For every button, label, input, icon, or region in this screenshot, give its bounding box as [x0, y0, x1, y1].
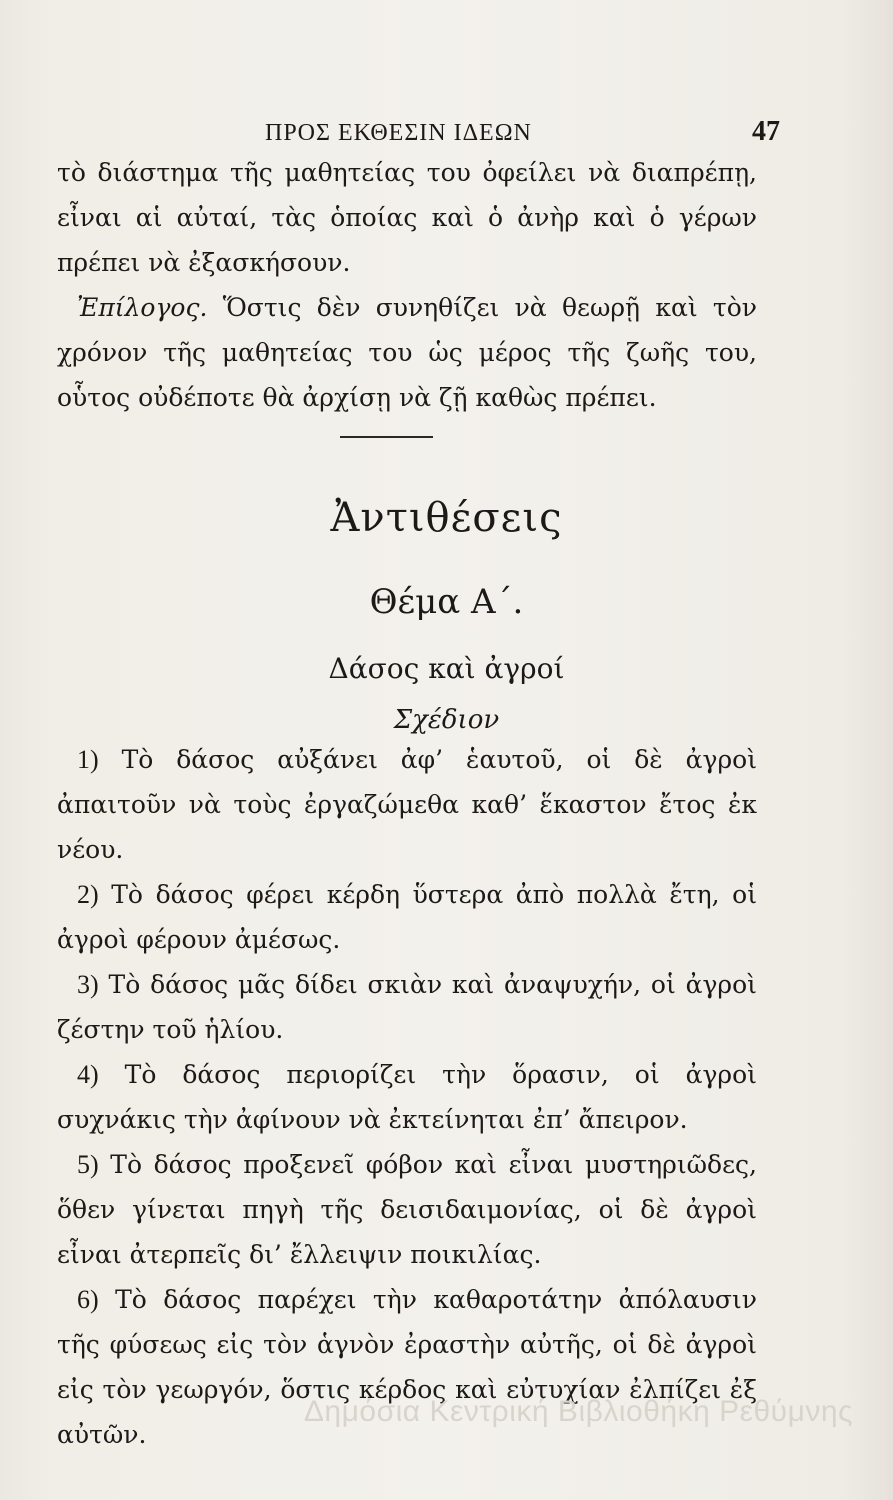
item-text: Τὸ δάσος αὐξάνει ἀφ’ ἑαυτοῦ, οἱ δὲ ἀγροὶ ἀπαιτοῦν νὰ τοὺς ἐργαζώμεθα καθ’ ἕκαστον ἔτος ἐκ νέου.: [57, 745, 757, 864]
item-text: Τὸ δάσος προξενεῖ φόβον καὶ εἶναι μυστηριῶδες, ὅθεν γίνεται πηγὴ τῆς δεισιδαιμονίας, οἱ δὲ ἀγροὶ εἶναι ἀτερπεῖς δι’ ἔλλειψιν ποικιλίας.: [57, 1150, 757, 1269]
epilogue-text: Ὅστις δὲν συνηθίζει νὰ θεωρῇ καὶ τὸν χρόνον τῆς μαθητείας του ὡς μέρος τῆς ζωῆς του, οὗτος οὐδέποτε θὰ ἀρχίσῃ νὰ ζῇ καθὼς πρέπει.: [57, 293, 757, 412]
list-item: [57, 1277, 757, 1457]
item-number: 2): [77, 880, 99, 909]
item-number: 4): [77, 1060, 99, 1089]
list-item: [57, 1052, 757, 1142]
library-watermark: Δημόσια Κεντρική Βιβλιοθήκη Ρεθύμνης: [303, 1395, 853, 1428]
outline-label: Σχέδιον: [393, 705, 500, 735]
item-number: 5): [77, 1150, 99, 1179]
item-text: Τὸ δάσος μᾶς δίδει σκιὰν καὶ ἀναψυχήν, οἱ ἀγροὶ ζέστην τοῦ ἡλίου.: [57, 970, 757, 1044]
item-text: Τὸ δάσος παρέχει τὴν καθαροτάτην ἀπόλαυσιν τῆς φύσεως εἰς τὸν ἁγνὸν ἐραστὴν αὐτῆς, οἱ δὲ ἀγροὶ εἰς τὸν γεωργόν, ὅστις κέρδος καὶ εὐτυχίαν ἐλπίζει ἐξ αὐτῶν.: [57, 1285, 757, 1449]
epilogue-label: Ἐπίλογος.: [77, 293, 208, 322]
list-item: [57, 1142, 757, 1277]
item-text: Τὸ δάσος φέρει κέρδη ὕστερα ἀπὸ πολλὰ ἔτη, οἱ ἀγροὶ φέρουν ἀμέσως.: [57, 880, 757, 954]
epilogue-paragraph: [57, 285, 757, 420]
item-number: 1): [77, 745, 99, 774]
section-divider: [340, 436, 433, 438]
list-item: [57, 872, 757, 962]
section-heading: Ἀντιθέσεις: [330, 495, 563, 541]
list-item: [57, 962, 757, 1052]
item-number: 6): [77, 1285, 99, 1314]
subject-heading: Δάσος καὶ ἀγροί: [328, 652, 565, 685]
item-number: 3): [77, 970, 99, 999]
paragraph-continuation: [57, 150, 757, 285]
theme-heading: Θέμα Α΄.: [369, 582, 524, 622]
item-text: Τὸ δάσος περιορίζει τὴν ὅρασιν, οἱ ἀγροὶ συχνάκις τὴν ἀφίνουν νὰ ἐκτείνηται ἐπ’ ἄπειρον.: [57, 1060, 757, 1134]
list-item: [57, 737, 757, 872]
contrast-list: [57, 737, 757, 1457]
running-title: ΠΡΟΣ ΕΚΘΕΣΙΝ ΙΔΕΩΝ: [265, 120, 532, 146]
page-number: 47: [752, 116, 780, 147]
paragraph-text: τὸ διάστημα τῆς μαθητείας του ὀφείλει νὰ διαπρέπῃ, εἶναι αἱ αὐταί, τὰς ὁποίας καὶ ὁ ἀνὴρ καὶ ὁ γέρων πρέπει νὰ ἐξασκήσουν.: [57, 158, 757, 277]
